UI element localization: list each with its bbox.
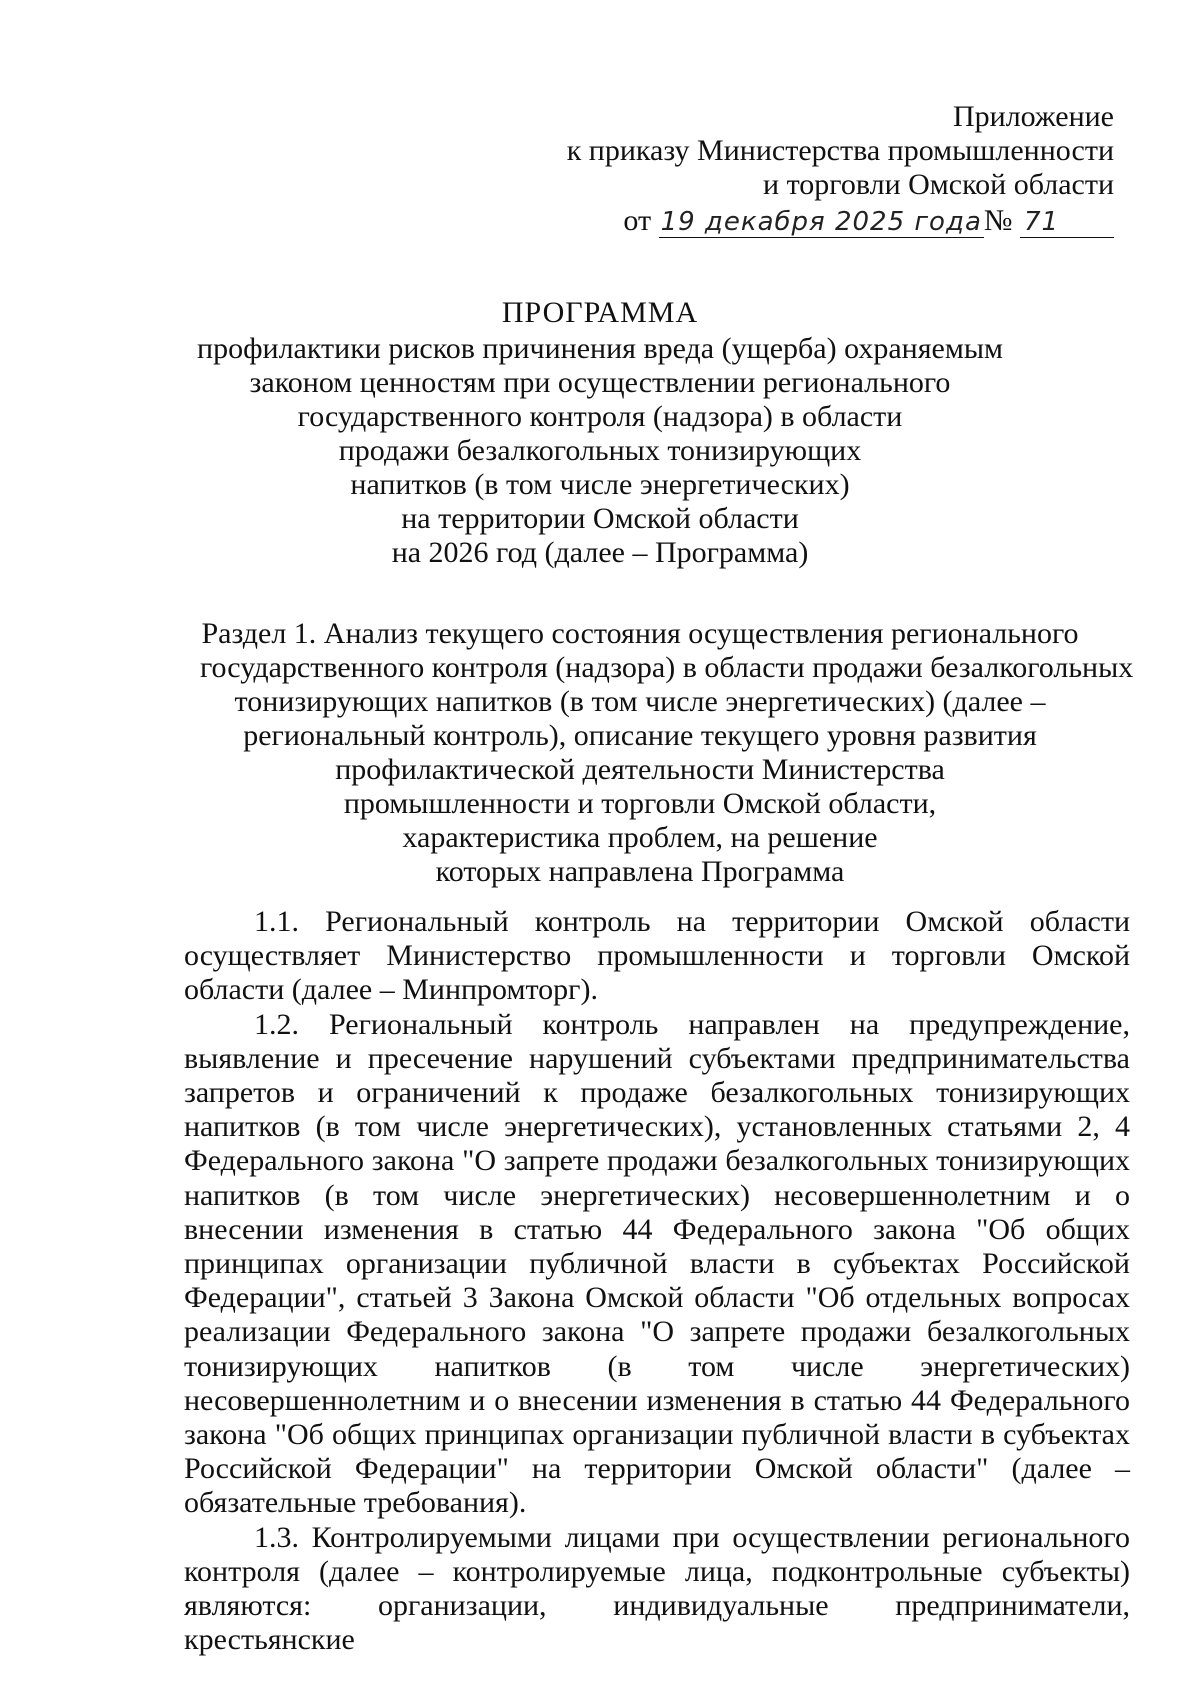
handwritten-number: 71	[1024, 207, 1060, 237]
from-label: от	[623, 204, 652, 237]
program-subtitle-line: государственного контроля (надзора) в области	[297, 400, 903, 433]
program-subtitle-line: законом ценностям при осуществлении регионального	[249, 366, 951, 399]
section-heading-line: характеристика проблем, на решение	[402, 821, 878, 854]
paragraph-1-1: 1.1. Региональный контроль на территории Омской области осуществляет Министерство промышленности и торговли Омской области (далее – Минпромторг).	[184, 905, 1130, 1007]
paragraph-1-2: 1.2. Региональный контроль направлен на предупреждение, выявление и пресечение нарушений субъектами предпринимательства запретов и ограничений к продаже безалкогольных тонизирующих напитков (в том числе энергетических), установленных статьями 2, 4 Федерального закона "О запрете продажи безалкогольных тонизирующих напитков (в том числе энергетических) несовершеннолетним и о внесении изменения в статью 44 Федерального закона "Об общих принципах организации публичной власти в субъектах Российской Федерации", статьей 3 Закона Омской области "Об отдельных вопросах реализации Федерального закона "О запрете продажи безалкогольных тонизирующих напитков (в том числе энергетических) несовершеннолетним и о внесении изменения в статью 44 Федерального закона "Об общих принципах организации публичной власти в субъектах Российской Федерации" на территории Омской области" (далее – обязательные требования).	[184, 1007, 1130, 1520]
appendix-header	[567, 100, 1114, 238]
handwritten-date: 19 декабря 2025 года	[660, 207, 982, 237]
document-body	[184, 905, 1130, 1657]
section-1-heading	[200, 617, 1134, 889]
section-heading-line: региональный контроль), описание текущего уровня развития	[243, 719, 1037, 752]
appendix-order-line-1: к приказу Министерства промышленности	[566, 134, 1114, 167]
section-heading-line: промышленности и торговли Омской области,	[343, 787, 937, 820]
order-date-number	[567, 204, 1114, 238]
program-subtitle-line: профилактики рисков причинения вреда (ущерба) охраняемым	[197, 332, 1003, 365]
section-heading-line: тонизирующих напитков (в том числе энергетических) (далее –	[234, 685, 1046, 718]
appendix-order-line-2: и торговли Омской области	[763, 168, 1114, 201]
program-title: ПРОГРАММА	[501, 296, 699, 329]
number-field	[1020, 206, 1114, 238]
program-subtitle-line: напитков (в том числе энергетических)	[350, 468, 850, 501]
program-title-block	[160, 296, 1040, 570]
paragraph-1-3: 1.3. Контролируемыми лицами при осуществлении регионального контроля (далее – контролируемые лица, подконтрольные субъекты) являются: организации, индивидуальные предприниматели, крестьянские	[184, 1520, 1130, 1657]
section-heading-line: которых направлена Программа	[435, 855, 845, 888]
section-heading-line: государственного контроля (надзора) в области продажи безалкогольных	[200, 651, 1134, 684]
section-heading-line: Раздел 1. Анализ текущего состояния осуществления регионального	[201, 617, 1079, 650]
number-label: №	[983, 204, 1013, 237]
section-heading-line: профилактической деятельности Министерства	[335, 753, 945, 786]
program-subtitle-line: на территории Омской области	[401, 502, 799, 535]
date-field	[659, 206, 984, 238]
appendix-title: Приложение	[952, 100, 1114, 133]
program-subtitle-line: продажи безалкогольных тонизирующих	[338, 434, 862, 467]
program-subtitle-line: на 2026 год (далее – Программа)	[391, 536, 809, 569]
